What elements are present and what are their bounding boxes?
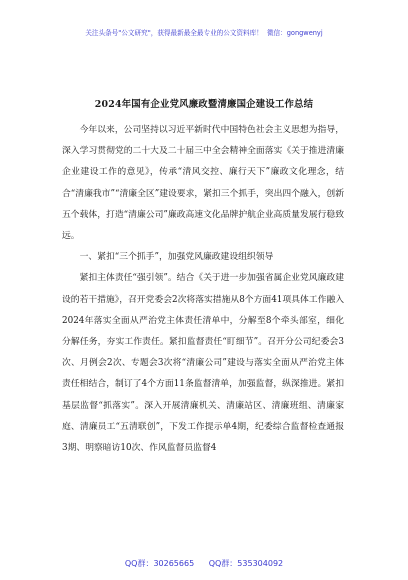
qq-group-1: QQ群：30265665: [124, 559, 195, 568]
body-paragraph: 紧扣主体责任“强引领”。结合《关于进一步加强省属企业党风廉政建设的若干措施》，召开党委会2次将落实措施从8个方面41项具体工作融入2024年落实全面从严治党主体责任清单中，分解至8个牵头部室，细化分解任务，夯实工作责任。紧扣监督责任“盯细节”。召开分公司纪委会3次、月例会2次、专题会3次将“清廉公司”建设与落实全面从严治党主体责任相结合，制订了4个方面11条监督清单，加强监督，纵深推进。紧扣基层监督“抓落实”。深入开展清廉机关、清廉站区、清廉班组、清廉家庭、清廉员工“五清联创”，下发工作提示单4期，纪委综合监督检查通报3期、明察暗访10次、作风监督员监督4: [62, 273, 344, 454]
footer-contacts: [0, 558, 408, 569]
section-heading: 一、紧扣“三个抓手”，加强党风廉政建设组织领导: [79, 252, 274, 263]
qq-group-2: QQ群：535304092: [208, 559, 284, 568]
document-title: 2024年国有企业党风廉政暨清廉国企建设工作总结: [94, 99, 314, 110]
promo-text: 关注头条号"公文研究"，获得最新最全最专业的公文资料库！: [85, 29, 263, 37]
wechat-id: 微信：gongwenyj: [266, 29, 323, 37]
document-body: [62, 120, 344, 459]
intro-paragraph: 今年以来，公司坚持以习近平新时代中国特色社会主义思想为指导，深入学习贯彻党的二十大及二十届三中全会精神全面落实《关于推进清廉企业建设工作的意见》，传承“清风交控、廉行天下”廉政文化理念，结合“清廉我市”“清廉全区”建设要求，紧扣三个抓手，突出四个融入，创新五个载体，打造“清廉公司”廉政高速文化品牌护航企业高质量发展行稳致远。: [62, 125, 344, 242]
top-promo-banner: [0, 27, 408, 37]
